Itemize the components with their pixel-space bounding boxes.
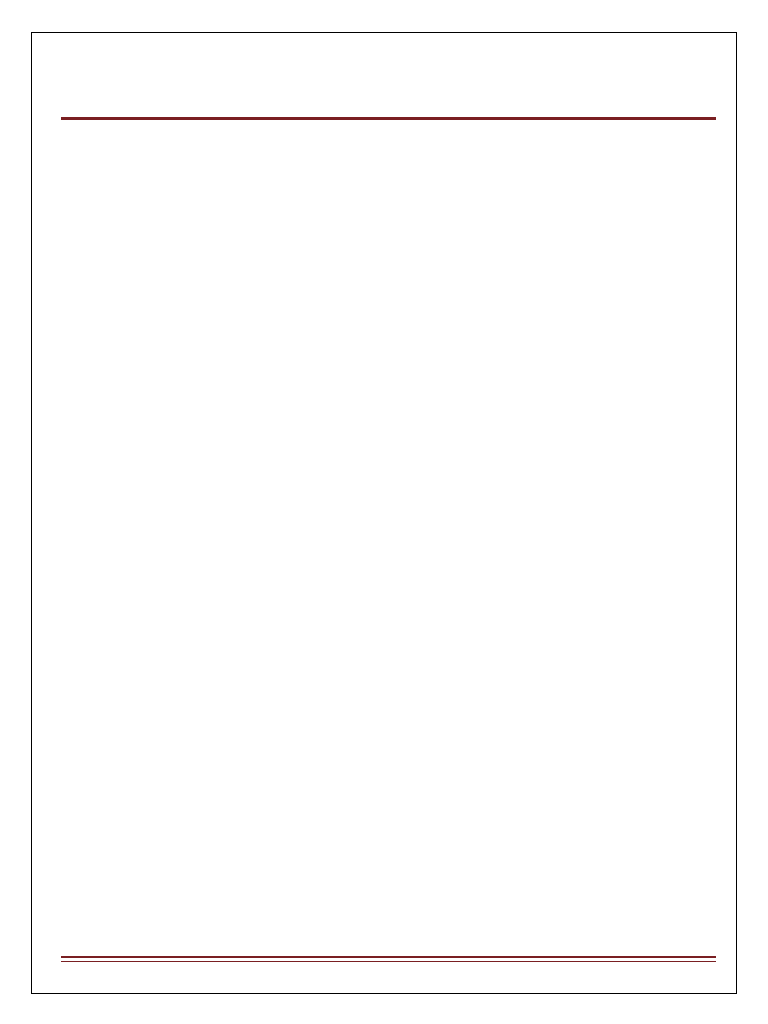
footer-rule-top <box>61 956 716 958</box>
footer-rule-bottom <box>61 961 716 962</box>
header-rule <box>61 117 716 120</box>
page-border <box>31 32 737 994</box>
